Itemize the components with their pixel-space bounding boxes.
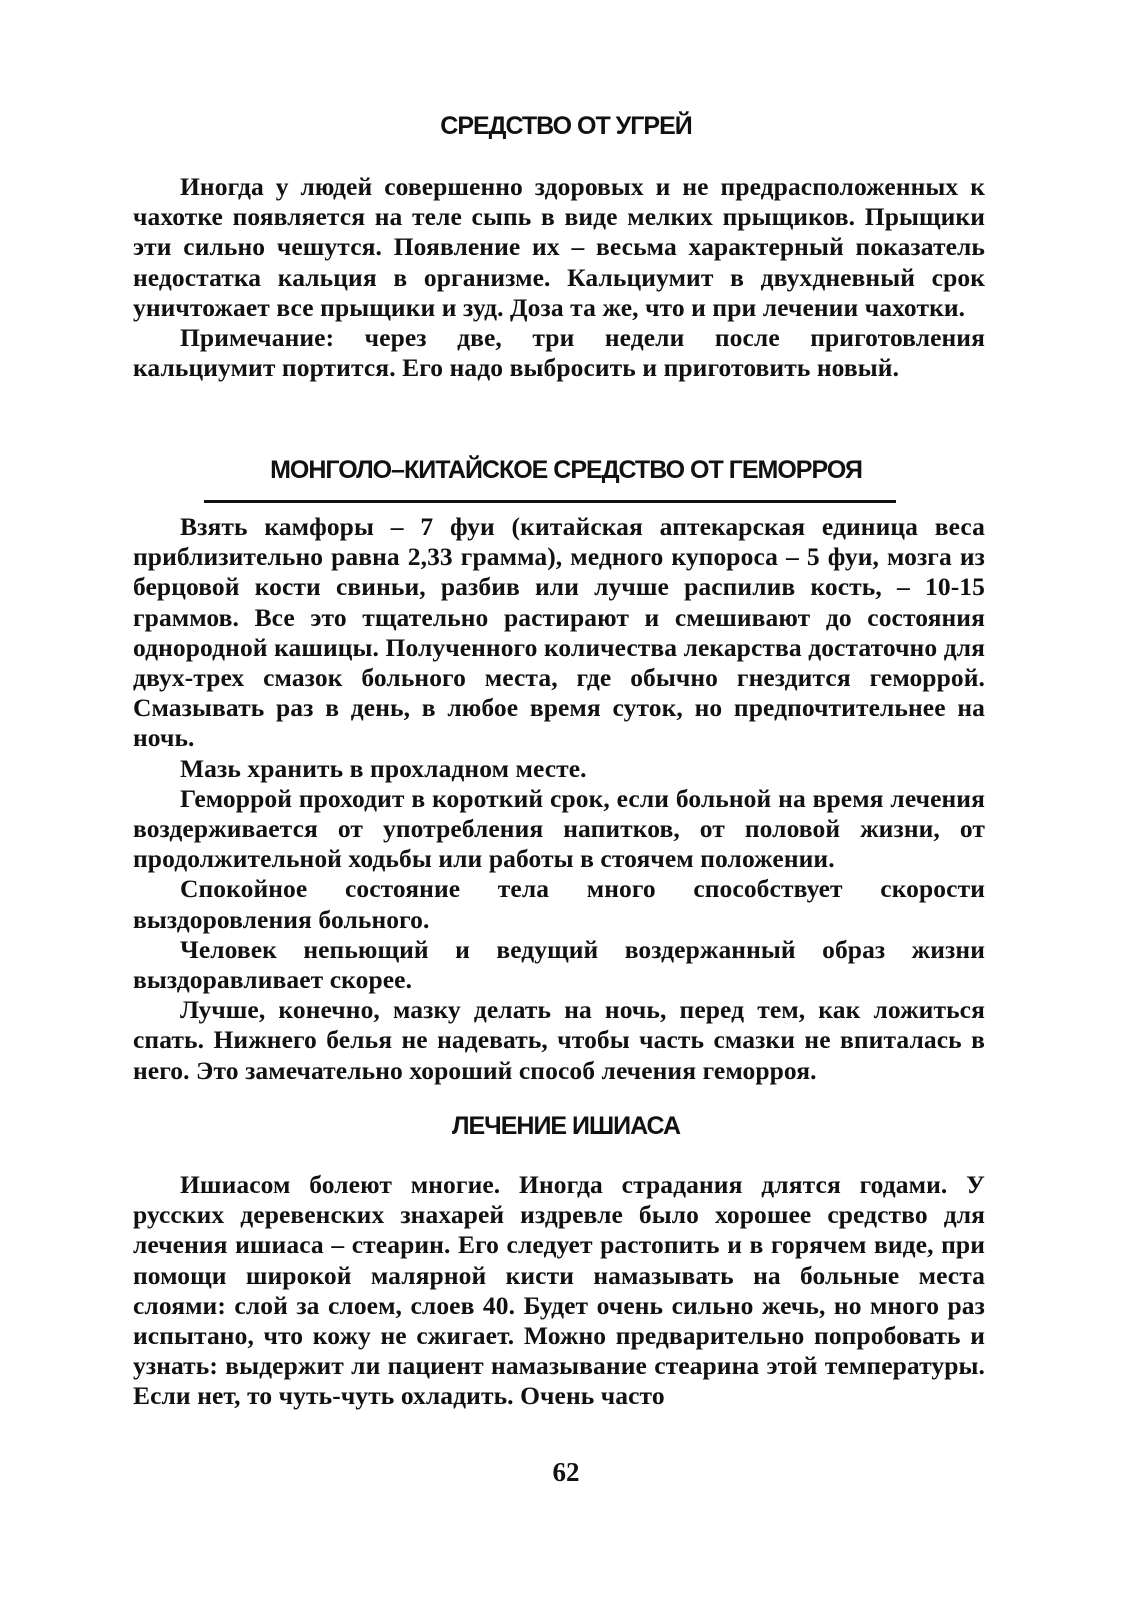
paragraph: Геморрой проходит в короткий срок, если больной на время лечения воздерживается от употребления напитков, от половой жизни, от продолжительной ходьбы или работы в стоячем положении.	[133, 783, 985, 874]
title-underline	[204, 500, 896, 503]
section-body-hemorrhoids	[133, 512, 985, 1086]
paragraph: Ишиасом болеют многие. Иногда страдания длятся годами. У русских деревенских знахарей издревле было хорошее средство для лечения ишиаса – стеарин. Его следует растопить и в горячем виде, при помощи широкой малярной кисти намазывать на больные места слоями: слой за слоем, слоев 40. Будет очень сильно жечь, но много раз испытано, что кожу не сжигает. Можно предварительно попробовать и узнать: выдержит ли пациент намазывание стеарина этой температуры. Если нет, то чуть-чуть охладить. Очень часто	[133, 1170, 985, 1411]
paragraph: Спокойное состояние тела много способствует скорости выздоровления больного.	[133, 874, 985, 934]
paragraph: Лучше, конечно, мазку делать на ночь, перед тем, как ложиться спать. Нижнего белья не надевать, чтобы часть смазки не впиталась в него. Это замечательно хороший способ лечения геморроя.	[133, 995, 985, 1085]
note-paragraph	[133, 323, 985, 383]
paragraph: Человек непьющий и ведущий воздержанный образ жизни выздоравливает скорее.	[133, 934, 985, 995]
paragraph: Взять камфоры – 7 фуи (китайская аптекарская единица веса приблизительно равна 2,33 грамма), медного купороса – 5 фуи, мозга из берцовой кости свиньи, разбив или лучше распилив кость, – 10-15 граммов. Все это тщательно растирают и смешивают до состояния однородной кашицы. Полученного количества лекарства достаточно для двух-трех смазок больного места, где обычно гнездится геморрой. Смазывать раз в день, в любое время суток, но предпочтительнее на ночь.	[133, 512, 985, 753]
section-body-sciatica	[133, 1170, 985, 1412]
section-title-acne: СРЕДСТВО ОТ УГРЕЙ	[440, 112, 692, 140]
paragraph: Мазь хранить в прохладном месте.	[180, 753, 587, 783]
section-body-acne	[133, 172, 985, 383]
section-title-hemorrhoids: МОНГОЛО–КИТАЙСКОЕ СРЕДСТВО ОТ ГЕМОРРОЯ	[270, 456, 862, 484]
note-label: Примечание:	[180, 323, 335, 353]
paragraph: Иногда у людей совершенно здоровых и не предрасположенных к чахотке появляется на теле сыпь в виде мелких прыщиков. Прыщики эти сильно чешутся. Появление их – весьма характерный показатель недостатка кальция в организме. Кальциумит в двухдневный срок уничтожает все прыщики и зуд. Доза та же, что и при лечении чахотки.	[133, 172, 985, 322]
page-number: 62	[552, 1457, 580, 1487]
note-text: через две, три недели после приготовления кальциумит портится. Его надо выбросить и приготовить новый.	[133, 323, 985, 383]
section-title-sciatica: ЛЕЧЕНИЕ ИШИАСА	[451, 1112, 681, 1140]
